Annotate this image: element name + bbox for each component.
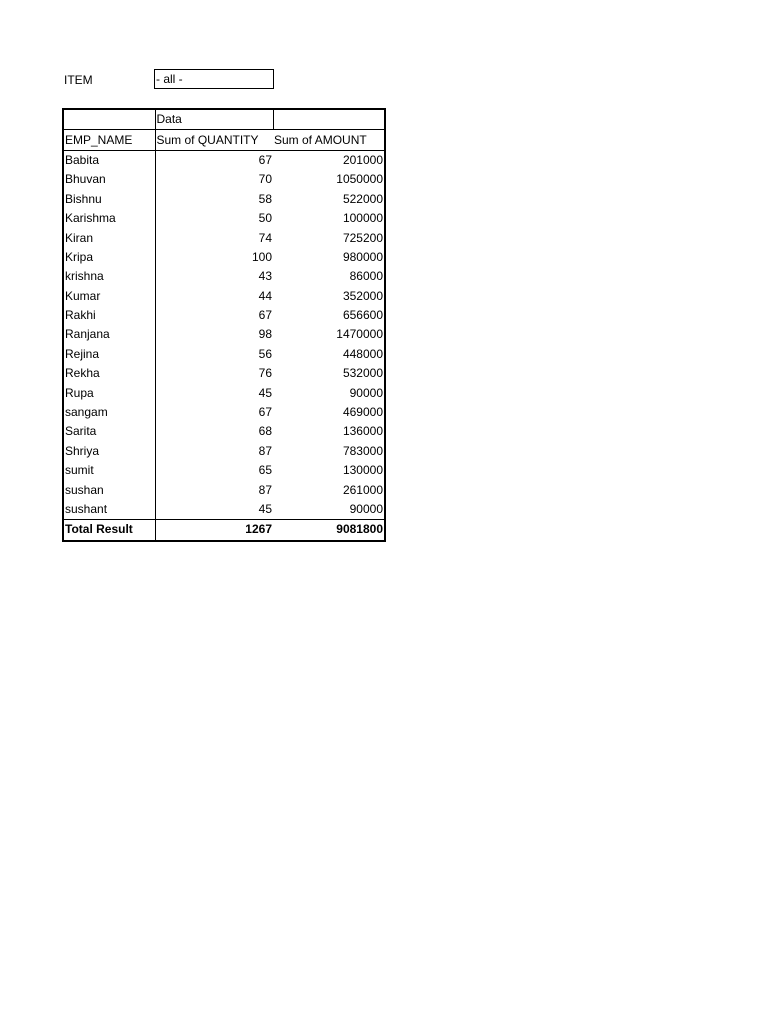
amount-cell: 783000 bbox=[273, 442, 385, 461]
amount-cell: 1470000 bbox=[273, 325, 385, 344]
table-row bbox=[63, 150, 385, 170]
quantity-cell: 45 bbox=[258, 502, 272, 516]
table-row bbox=[63, 442, 385, 461]
quantity-cell: 58 bbox=[258, 191, 272, 206]
amount-cell: 352000 bbox=[273, 287, 385, 306]
pivot-corner-cell bbox=[63, 109, 155, 130]
quantity-cell: 70 bbox=[258, 172, 272, 187]
row-name-cell: Kumar bbox=[63, 287, 155, 306]
row-name-cell: Rejina bbox=[63, 345, 155, 364]
column-header-quantity: Sum of QUANTITY bbox=[155, 130, 273, 150]
amount-cell: 136000 bbox=[273, 422, 385, 441]
quantity-cell: 98 bbox=[258, 327, 272, 342]
amount-cell: 90000 bbox=[273, 383, 385, 402]
table-row bbox=[63, 325, 385, 344]
quantity-cell: 67 bbox=[258, 152, 272, 167]
amount-cell: 201000 bbox=[273, 150, 385, 170]
row-name-cell: krishna bbox=[63, 267, 155, 286]
row-name-cell: Sarita bbox=[63, 422, 155, 441]
pivot-data-header-row bbox=[63, 109, 385, 130]
table-row bbox=[63, 500, 385, 520]
row-name-cell: Kiran bbox=[63, 228, 155, 247]
quantity-cell: 45 bbox=[258, 385, 272, 400]
table-row bbox=[63, 228, 385, 247]
table-row bbox=[63, 345, 385, 364]
table-row bbox=[63, 364, 385, 383]
table-row bbox=[63, 190, 385, 209]
row-name-cell: sushant bbox=[63, 500, 155, 520]
pivot-column-header-row bbox=[63, 130, 385, 150]
amount-cell: 90000 bbox=[273, 500, 385, 520]
table-row bbox=[63, 383, 385, 402]
amount-cell: 980000 bbox=[273, 248, 385, 267]
row-name-cell: sumit bbox=[63, 461, 155, 480]
amount-cell: 448000 bbox=[273, 345, 385, 364]
pivot-data-header: Data bbox=[155, 109, 273, 130]
row-name-cell: Ranjana bbox=[63, 325, 155, 344]
item-filter-label: ITEM bbox=[64, 73, 93, 87]
quantity-cell: 44 bbox=[258, 288, 272, 303]
amount-cell: 725200 bbox=[273, 228, 385, 247]
table-row bbox=[63, 461, 385, 480]
table-row bbox=[63, 267, 385, 286]
quantity-cell: 100 bbox=[251, 249, 272, 264]
quantity-cell: 74 bbox=[258, 230, 272, 245]
row-field-header[interactable]: EMP_NAME bbox=[63, 130, 155, 150]
amount-cell: 522000 bbox=[273, 190, 385, 209]
table-row bbox=[63, 170, 385, 189]
row-name-cell: Bhuvan bbox=[63, 170, 155, 189]
table-row bbox=[63, 209, 385, 228]
row-name-cell: Shriya bbox=[63, 442, 155, 461]
table-row bbox=[63, 480, 385, 499]
amount-cell: 100000 bbox=[273, 209, 385, 228]
total-row bbox=[63, 520, 385, 541]
total-amount: 9081800 bbox=[273, 520, 385, 541]
row-name-cell: Kripa bbox=[63, 248, 155, 267]
total-label: Total Result bbox=[63, 520, 155, 541]
table-row bbox=[63, 287, 385, 306]
row-name-cell: Babita bbox=[63, 150, 155, 170]
pivot-data-header-empty bbox=[273, 109, 385, 130]
row-name-cell: Rakhi bbox=[63, 306, 155, 325]
table-row bbox=[63, 306, 385, 325]
table-row bbox=[63, 422, 385, 441]
table-row bbox=[63, 403, 385, 422]
amount-cell: 261000 bbox=[273, 480, 385, 499]
amount-cell: 86000 bbox=[273, 267, 385, 286]
amount-cell: 130000 bbox=[273, 461, 385, 480]
row-name-cell: Bishnu bbox=[63, 190, 155, 209]
amount-cell: 656600 bbox=[273, 306, 385, 325]
quantity-cell: 43 bbox=[258, 269, 272, 284]
column-header-amount: Sum of AMOUNT bbox=[273, 130, 385, 150]
row-name-cell: sushan bbox=[63, 480, 155, 499]
row-name-cell: Rupa bbox=[63, 383, 155, 402]
row-name-cell: Rekha bbox=[63, 364, 155, 383]
pivot-table bbox=[62, 108, 386, 542]
row-name-cell: sangam bbox=[63, 403, 155, 422]
total-quantity: 1267 bbox=[155, 520, 273, 541]
quantity-cell: 67 bbox=[258, 308, 272, 323]
quantity-cell: 67 bbox=[258, 405, 272, 420]
quantity-cell: 68 bbox=[258, 424, 272, 439]
amount-cell: 469000 bbox=[273, 403, 385, 422]
quantity-cell: 50 bbox=[258, 211, 272, 226]
amount-cell: 532000 bbox=[273, 364, 385, 383]
amount-cell: 1050000 bbox=[273, 170, 385, 189]
quantity-cell: 87 bbox=[258, 482, 272, 497]
quantity-cell: 76 bbox=[258, 366, 272, 381]
quantity-cell: 65 bbox=[258, 463, 272, 478]
table-row bbox=[63, 248, 385, 267]
quantity-cell: 87 bbox=[258, 443, 272, 458]
quantity-cell: 56 bbox=[258, 346, 272, 361]
item-filter-dropdown[interactable]: - all - bbox=[154, 69, 274, 89]
row-name-cell: Karishma bbox=[63, 209, 155, 228]
